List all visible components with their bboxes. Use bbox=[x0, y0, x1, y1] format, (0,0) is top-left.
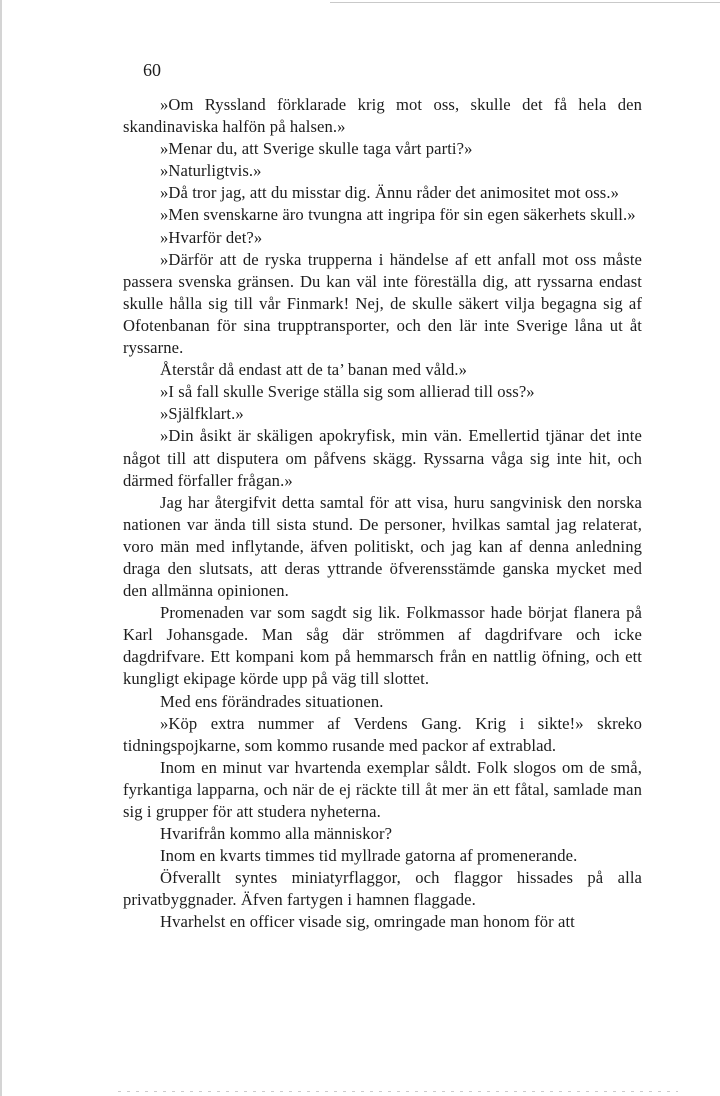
paragraph: »Själfklart.» bbox=[160, 404, 244, 424]
paragraph: »Men svenskarne äro tvungna att ingripa för sin egen säkerhets skull.» bbox=[160, 205, 636, 225]
scan-noise-divider bbox=[118, 1091, 678, 1092]
paragraph: Inom en kvarts timmes tid myllrade gatorna af promenerande. bbox=[160, 846, 578, 866]
paragraph: Hvarifrån kommo alla människor? bbox=[160, 824, 393, 844]
paragraph: Hvarhelst en officer visade sig, omringade man honom för att bbox=[160, 912, 575, 932]
paragraph: Jag har återgifvit detta samtal för att visa, huru sangvinisk den norska nationen var ända till sista stund. De personer, hvilkas samtal jag relaterat, voro män med inflytande, äfven politiskt, och jag kan af denna anledning draga den slutsats, att deras yttrande öfverensstämde ganska mycket med den allmänna opinionen. bbox=[123, 492, 642, 601]
paragraph: »Naturligtvis.» bbox=[160, 161, 262, 181]
paragraph: Promenaden var som sagdt sig lik. Folkmassor hade börjat flanera på Karl Johansgade. Man såg där strömmen af dagdrifvare och icke dagdrifvare. Ett kompani kom på hemmarsch från en nattlig öfning, och ett kungligt ekipage körde upp på väg till slottet. bbox=[123, 603, 642, 689]
paragraph: »Hvarför det?» bbox=[160, 227, 263, 247]
paragraph: »Då tror jag, att du misstar dig. Ännu råder det animositet mot oss.» bbox=[160, 183, 619, 203]
paragraph: »Köp extra nummer af Verdens Gang. Krig i sikte!» skreko tidningspojkarne, som kommo rusande med packor af extrablad. bbox=[123, 713, 642, 755]
paragraph: Återstår då endast att de ta’ banan med våld.» bbox=[160, 360, 468, 380]
page-top-edge bbox=[330, 2, 720, 3]
paragraph: »Menar du, att Sverige skulle taga vårt parti?» bbox=[160, 139, 473, 159]
page-number: 60 bbox=[143, 60, 161, 80]
page-left-edge bbox=[0, 0, 2, 1096]
paragraph: Öfverallt syntes miniatyrflaggor, och flaggor hissades på alla privatbyggnader. Äfven fartygen i hamnen flaggade. bbox=[123, 868, 642, 910]
paragraph: »Om Ryssland förklarade krig mot oss, skulle det få hela den skandinaviska halfön på halsen.» bbox=[123, 95, 642, 137]
paragraph: »Därför att de ryska trupperna i händelse af ett anfall mot oss måste passera svenska gränsen. Du kan väl inte föreställa dig, att ryssarna endast skulle hålla sig till vår Finmark! Nej, de skulle säkert vilja begagna sig af Ofotenbanan för sina trupptransporter, och den lär inte Sverige låna ut åt ryssarne. bbox=[123, 249, 642, 358]
paragraph: »I så fall skulle Sverige ställa sig som allierad till oss?» bbox=[160, 382, 535, 402]
paragraph: »Din åsikt är skäligen apokryfisk, min vän. Emellertid tjänar det inte något till att disputera om påfvens skägg. Ryssarna våga sig inte hit, och därmed förfaller frågan.» bbox=[123, 426, 642, 490]
text-body bbox=[123, 94, 642, 934]
paragraph: Med ens förändrades situationen. bbox=[160, 691, 384, 711]
paragraph: Inom en minut var hvartenda exemplar såldt. Folk slogos om de små, fyrkantiga lapparna, och när de ej räckte till åt mer än ett fåtal, samlade man sig i grupper för att studera nyheterna. bbox=[123, 757, 642, 821]
